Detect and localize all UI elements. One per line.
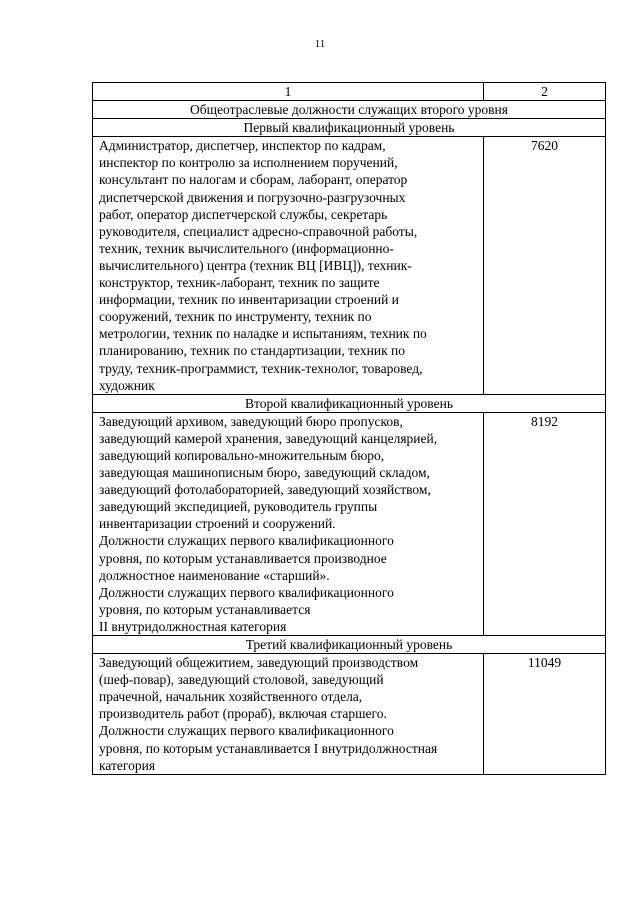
level-1-title: Первый квалификационный уровень [93, 119, 606, 137]
text-line: сооружений, техник по инструменту, техник по [99, 309, 372, 325]
level-2-salary: 8192 [484, 412, 606, 635]
text-line: заведующий копировально-множительным бюро, [99, 447, 385, 463]
text-line: заведующая машинописным бюро, заведующий складом, [99, 465, 430, 481]
text-line: конструктор, техник-лаборант, техник по защите [99, 275, 380, 291]
column-header-2: 2 [484, 83, 606, 101]
text-line: производитель работ (прораб), включая старшего. [99, 706, 387, 722]
text-line: Администратор, диспетчер, инспектор по кадрам, [99, 138, 386, 154]
text-line: (шеф-повар), заведующий столовой, заведующий [99, 672, 384, 688]
text-line: планированию, техник по стандартизации, техник по [99, 343, 405, 359]
text-line: заведующий фотолабораторией, заведующий хозяйством, [99, 482, 431, 498]
level-title-row [93, 636, 606, 654]
text-line: уровня, по которым устанавливается производное [99, 550, 387, 566]
text-line: инспектор по контролю за исполнением поручений, [99, 155, 398, 171]
text-line: прачечной, начальник хозяйственного отдела, [99, 689, 363, 705]
salary-table [92, 82, 606, 775]
text-line: должностное наименование «старший». [99, 567, 330, 583]
level-2-positions [93, 412, 484, 635]
text-line: заведующий экспедицией, руководитель группы [99, 499, 378, 515]
table-row [93, 654, 606, 775]
level-title-row [93, 119, 606, 137]
level-title-row [93, 394, 606, 412]
text-line: вычислительного) центра (техник ВЦ [ИВЦ]), техник- [99, 257, 412, 273]
text-line: уровня, по которым устанавливается I внутридолжностная [99, 740, 438, 756]
text-line: метрологии, техник по наладке и испытаниям, техник по [99, 326, 427, 342]
level-1-salary: 7620 [484, 137, 606, 394]
text-line: II внутридолжностная категория [99, 618, 287, 634]
table-header-row [93, 83, 606, 101]
text-line: инвентаризации строений и сооружений. [99, 516, 336, 532]
text-line: художник [99, 377, 155, 393]
table-row [93, 412, 606, 635]
page-number: 11 [314, 38, 326, 50]
level-2-title: Второй квалификационный уровень [93, 394, 606, 412]
text-line: информации, техник по инвентаризации строений и [99, 292, 399, 308]
text-line: Заведующий общежитием, заведующий производством [99, 655, 419, 671]
level-3-positions [93, 654, 484, 775]
text-line: техник, техник вычислительного (информационно- [99, 240, 394, 256]
text-line: Заведующий архивом, заведующий бюро пропусков, [99, 413, 403, 429]
text-line: уровня, по которым устанавливается [99, 601, 311, 617]
text-line: Должности служащих первого квалификационного [99, 533, 394, 549]
text-line: диспетчерской движения и погрузочно-разгрузочных [99, 189, 406, 205]
text-line: консультант по налогам и сборам, лаборант, оператор [99, 172, 408, 188]
level-3-title: Третий квалификационный уровень [93, 636, 606, 654]
text-line: категория [99, 757, 156, 773]
column-header-1: 1 [93, 83, 484, 101]
text-line: работ, оператор диспетчерской службы, секретарь [99, 206, 388, 222]
text-line: заведующий камерой хранения, заведующий канцелярией, [99, 430, 438, 446]
group-title: Общеотраслевые должности служащих второго уровня [93, 101, 606, 119]
text-line: труду, техник-программист, техник-технолог, товаровед, [99, 360, 423, 376]
level-3-salary: 11049 [484, 654, 606, 775]
text-line: Должности служащих первого квалификационного [99, 584, 394, 600]
text-line: Должности служащих первого квалификационного [99, 723, 394, 739]
table-row [93, 137, 606, 394]
level-1-positions [93, 137, 484, 394]
text-line: руководителя, специалист адресно-справочной работы, [99, 223, 418, 239]
group-title-row [93, 101, 606, 119]
